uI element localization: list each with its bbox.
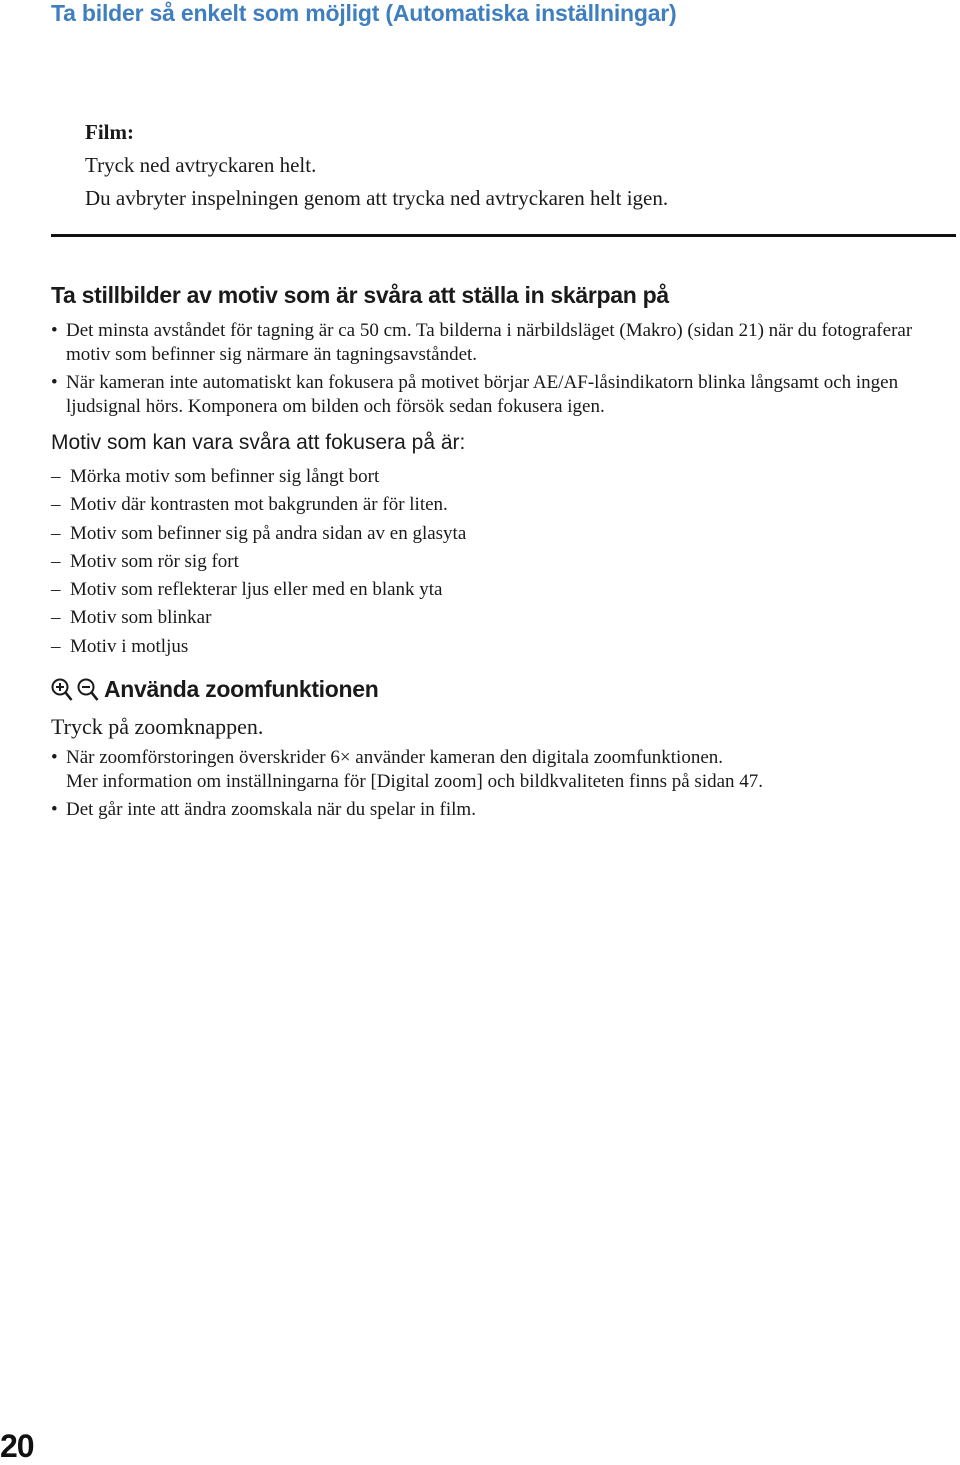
dash-icon: – <box>51 522 61 544</box>
focus-bullet-1: Det minsta avståndet för tagning är ca 50 cm. Ta bilderna i närbildsläget (Makro) (sidan 21) när du fotograferar motiv som befinner sig närmare än tagningsavståndet. <box>66 320 913 365</box>
list-item: – Motiv som rör sig fort <box>51 548 466 576</box>
list-item: – Mörka motiv som befinner sig långt bort <box>51 463 466 491</box>
section-focus-title: Ta stillbilder av motiv som är svåra att ställa in skärpan på <box>51 282 669 308</box>
list-item <box>51 319 951 367</box>
zoom-bullet-list <box>51 746 951 826</box>
section-zoom-heading <box>51 676 379 703</box>
dash-icon: – <box>51 579 61 601</box>
dash-icon: – <box>51 550 61 572</box>
zoom-lead-text: Tryck på zoomknappen. <box>51 714 264 739</box>
zoom-bullet-2: Det går inte att ändra zoomskala när du spelar in film. <box>66 799 476 820</box>
dash-icon: – <box>51 607 61 629</box>
zoom-out-icon <box>76 678 100 702</box>
list-item: – Motiv som reflekterar ljus eller med en blank yta <box>51 576 466 604</box>
film-line-2: Du avbryter inspelningen genom att trycka ned avtryckaren helt igen. <box>85 186 669 210</box>
film-instructions <box>85 116 668 215</box>
list-item <box>51 798 951 822</box>
zoom-bullet-1-line-1: När zoomförstoringen överskrider 6× använder kameran den digitala zoomfunktionen. <box>66 747 724 768</box>
difficult-subjects-list <box>51 463 466 661</box>
difficult-subjects-heading: Motiv som kan vara svåra att fokusera på är: <box>51 431 466 454</box>
list-item: – Motiv där kontrasten mot bakgrunden är för liten. <box>51 491 466 519</box>
focus-bullet-2: När kameran inte automatiskt kan fokusera på motivet börjar AE/AF-låsindikatorn blinka långsamt och ingen ljudsignal hörs. Komponera om bilden och försök sedan fokusera igen. <box>66 372 899 417</box>
list-item: – Motiv som befinner sig på andra sidan av en glasyta <box>51 520 466 548</box>
film-line-1: Tryck ned avtryckaren helt. <box>85 153 317 177</box>
bullet-icon: • <box>51 372 58 393</box>
list-item <box>51 371 951 419</box>
film-label: Film: <box>85 120 134 144</box>
section-divider <box>51 234 956 237</box>
list-item: – Motiv som blinkar <box>51 604 466 632</box>
bullet-icon: • <box>51 747 58 768</box>
dash-icon: – <box>51 635 61 657</box>
list-item: – Motiv i motljus <box>51 633 466 661</box>
bullet-icon: • <box>51 320 58 341</box>
focus-bullet-list <box>51 319 951 423</box>
section-zoom-title: Använda zoomfunktionen <box>104 676 379 702</box>
page-number: 20 <box>0 1428 34 1464</box>
bullet-icon: • <box>51 799 58 820</box>
zoom-bullet-1-line-2: Mer information om inställningarna för [Digital zoom] och bildkvaliteten finns på sidan 47. <box>66 771 764 792</box>
list-item <box>51 746 951 794</box>
zoom-in-icon <box>51 678 73 702</box>
dash-icon: – <box>51 466 61 487</box>
page-header-title: Ta bilder så enkelt som möjligt (Automatiska inställningar) <box>51 0 677 26</box>
dash-icon: – <box>51 494 61 516</box>
